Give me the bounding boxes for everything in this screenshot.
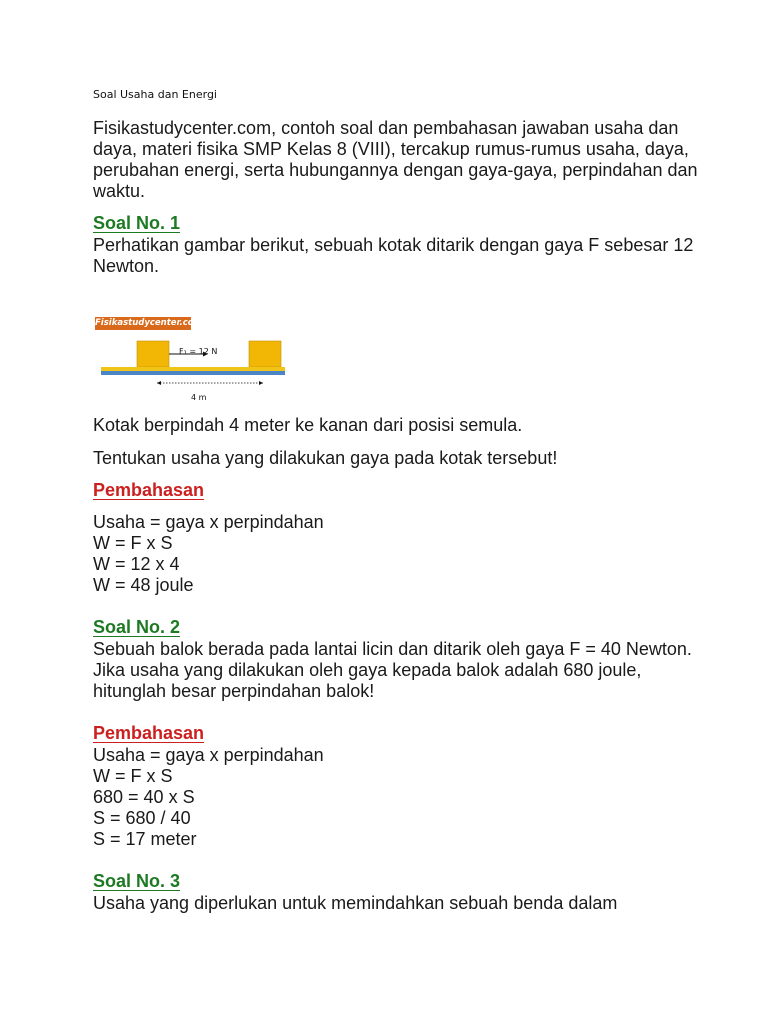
pembahasan-line: Usaha = gaya x perpindahan xyxy=(93,745,324,765)
pembahasan-line: S = 680 / 40 xyxy=(93,808,191,828)
soal-2-pembahasan-heading: Pembahasan xyxy=(93,723,205,743)
soal-1-figure xyxy=(95,317,295,407)
soal-3-question: Usaha yang diperlukan untuk memindahkan sebuah benda dalam xyxy=(93,893,618,913)
soal-2-question: Sebuah balok berada pada lantai licin dan ditarik oleh gaya F = 40 Newton. Jika usaha yang dilakukan oleh gaya kepada balok adalah 680 joule, hitunglah besar perpindahan balok! xyxy=(93,639,692,701)
soal-1-question: Perhatikan gambar berikut, sebuah kotak ditarik dengan gaya F sebesar 12 Newton. xyxy=(93,235,694,276)
force-label: F₁ = 12 N xyxy=(179,347,218,356)
soal-2-heading: Soal No. 2 xyxy=(93,617,181,637)
pembahasan-line: S = 17 meter xyxy=(93,829,197,849)
soal-1-task: Tentukan usaha yang dilakukan gaya pada kotak tersebut! xyxy=(93,448,558,468)
distance-arrow-right xyxy=(259,381,263,385)
soal-2-pembahasan-lines xyxy=(93,745,713,850)
distance-label: 4 m xyxy=(191,393,207,402)
document-body xyxy=(93,118,713,914)
floor-top xyxy=(101,367,285,371)
pembahasan-line: Usaha = gaya x perpindahan xyxy=(93,512,324,532)
pembahasan-line: W = 48 joule xyxy=(93,575,194,595)
pembahasan-line: 680 = 40 x S xyxy=(93,787,195,807)
box-initial xyxy=(137,341,169,367)
soal-1-note: Kotak berpindah 4 meter ke kanan dari posisi semula. xyxy=(93,415,523,435)
distance-arrow-left xyxy=(157,381,161,385)
page-header-title: Soal Usaha dan Energi xyxy=(93,88,217,101)
pembahasan-line: W = F x S xyxy=(93,533,173,553)
floor-bottom xyxy=(101,371,285,375)
soal-1-pembahasan-lines xyxy=(93,512,713,596)
intro-paragraph: Fisikastudycenter.com, contoh soal dan pembahasan jawaban usaha dan daya, materi fisika SMP Kelas 8 (VIII), tercakup rumus-rumus usaha, daya, perubahan energi, serta hubungannya dengan gaya-gaya, perpindahan dan waktu. xyxy=(93,118,698,201)
box-final xyxy=(249,341,281,367)
soal-1-heading: Soal No. 1 xyxy=(93,213,181,233)
pembahasan-line: W = F x S xyxy=(93,766,173,786)
pembahasan-line: W = 12 x 4 xyxy=(93,554,180,574)
soal-1-pembahasan-heading: Pembahasan xyxy=(93,480,205,500)
figure-logo: Fisikastudycenter.com xyxy=(95,318,203,328)
soal-3-heading: Soal No. 3 xyxy=(93,871,181,891)
